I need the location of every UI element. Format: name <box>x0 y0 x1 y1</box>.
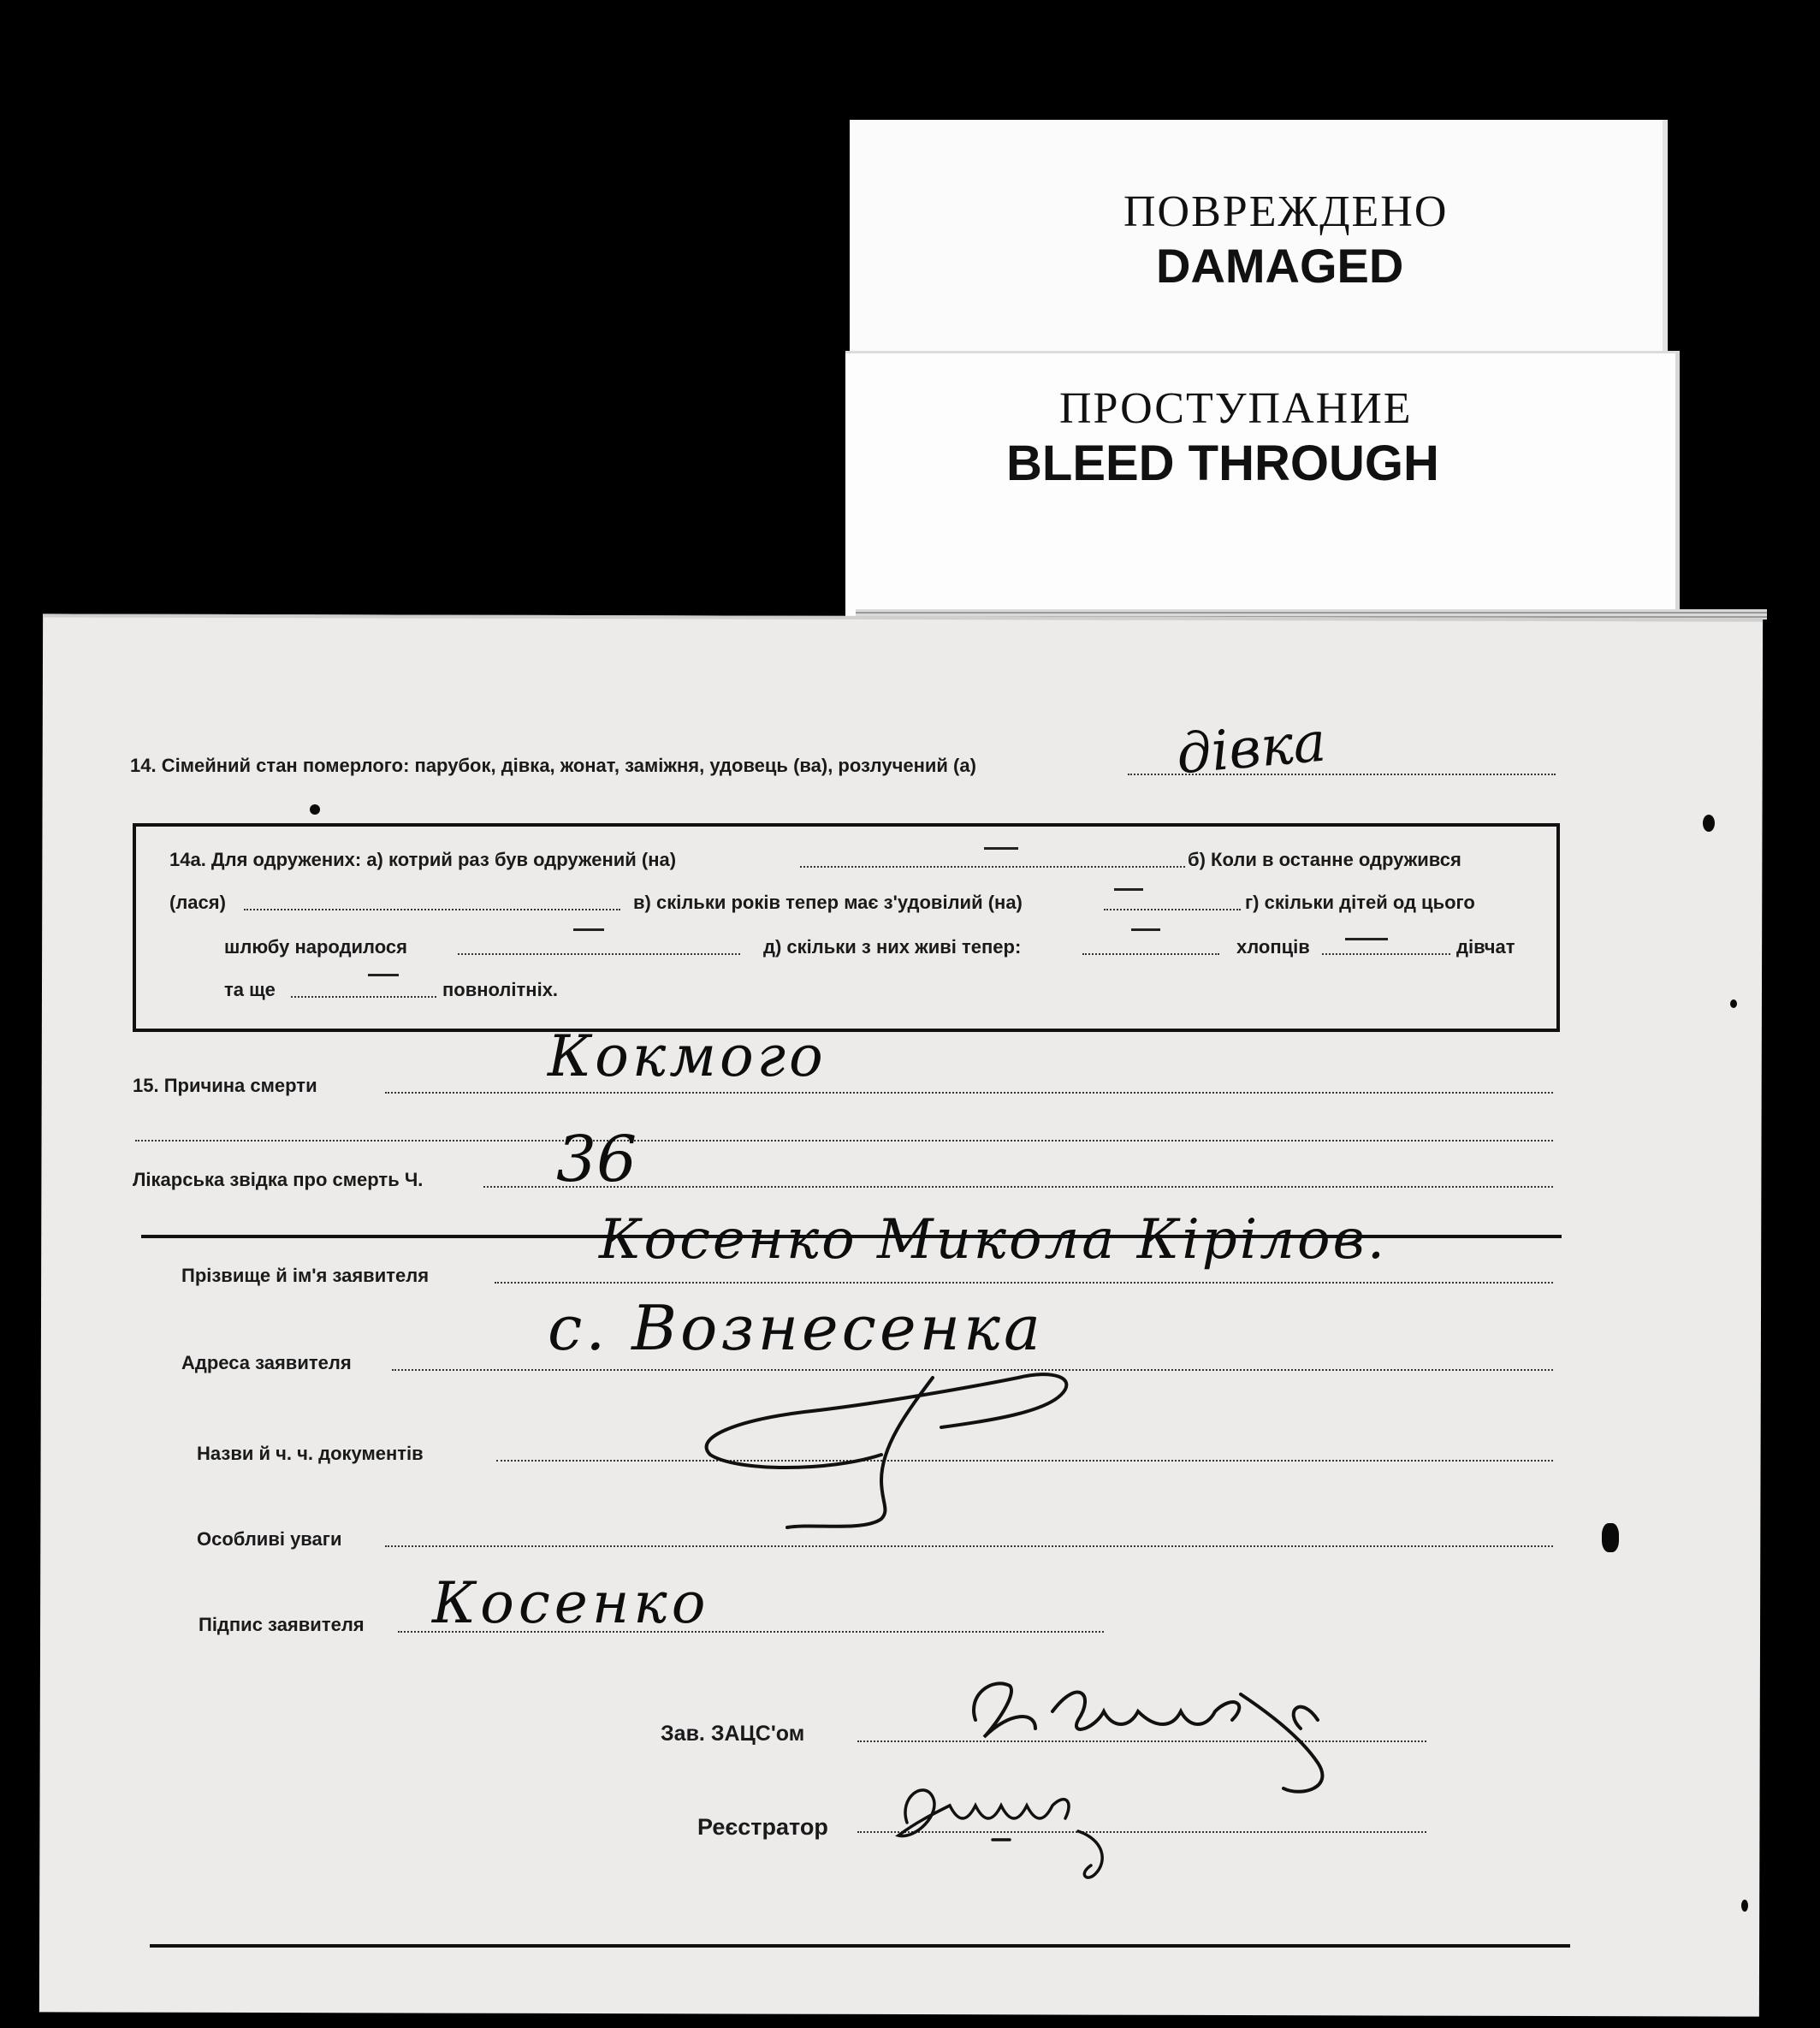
cause-of-death-field <box>385 1092 1553 1094</box>
cause-of-death-field-line2 <box>135 1140 1553 1141</box>
applicant-signature-label: Підпис заявителя <box>199 1614 365 1635</box>
box-line4-b: повнолітніх. <box>442 979 559 1000</box>
damaged-label-en: DAMAGED <box>1156 239 1404 293</box>
box-line2-a: (лася) <box>169 892 226 913</box>
box-dash <box>368 974 399 976</box>
box-line2-b: в) скільки років тепер має з'удовілий (на) <box>633 892 1023 913</box>
bleed-through-label-ru: ПРОСТУПАНИЕ <box>1059 384 1413 433</box>
zags-head-label: Зав. ЗАЦС'ом <box>661 1722 805 1746</box>
box-line3-b: д) скільки з них живі тепер: <box>763 936 1022 958</box>
box-field-girls <box>291 996 436 998</box>
punch-mark <box>1703 815 1715 832</box>
punch-mark <box>1602 1523 1619 1552</box>
box-field-years-widowed <box>1104 909 1241 910</box>
box-line2-c: г) скільки дітей од цього <box>1245 892 1475 913</box>
remarks-field <box>385 1545 1553 1547</box>
bottom-rule <box>150 1944 1570 1948</box>
applicant-signature-value: Косенко <box>432 1570 710 1636</box>
box-dash <box>984 847 1018 850</box>
flourish-signature <box>685 1352 1129 1540</box>
medical-certificate-field <box>483 1186 1553 1188</box>
cause-of-death-value: Кокмого <box>548 1023 827 1089</box>
box-dash <box>1114 888 1143 891</box>
bleed-through-label-card <box>845 351 1680 627</box>
applicant-name-field <box>495 1282 1553 1284</box>
punch-mark <box>310 804 320 815</box>
box-dash <box>1345 938 1388 940</box>
applicant-address-value: с. Вознесенка <box>548 1292 1044 1364</box>
cause-of-death-label: 15. Причина смерти <box>133 1075 317 1096</box>
damaged-label-ru: ПОВРЕЖДЕНО <box>1123 187 1449 236</box>
applicant-name-label: Прізвище й ім'я заявителя <box>181 1265 430 1286</box>
box-line4-a: та ще <box>224 979 276 1000</box>
box-dash <box>573 928 604 931</box>
medical-certificate-value: 36 <box>556 1123 637 1196</box>
bleed-through-label-en: BLEED THROUGH <box>1006 436 1439 491</box>
box-field-children-born <box>458 953 740 955</box>
box-field-living-now <box>1082 953 1219 955</box>
box-line1-b: б) Коли в останне одружився <box>1188 849 1461 870</box>
documents-label: Назви й ч. ч. документів <box>197 1443 424 1464</box>
punch-mark <box>1741 1900 1748 1912</box>
box-line3-d: дівчат <box>1456 936 1515 958</box>
remarks-label: Особливі уваги <box>197 1528 342 1550</box>
box-field-boys <box>1322 953 1450 955</box>
medical-certificate-label: Лікарська звідка про смерть Ч. <box>133 1169 424 1190</box>
applicant-address-label: Адреса заявителя <box>181 1352 352 1373</box>
applicant-name-value: Косенко Микола Кірілов. <box>599 1208 1388 1272</box>
box-field-last-married <box>244 909 620 910</box>
registrar-signature <box>881 1754 1138 1891</box>
box-line3-c: хлопців <box>1236 936 1310 958</box>
marital-status-value: дівка <box>1174 710 1329 787</box>
box-line1-a: 14а. Для одружених: а) котрий раз був одружений (на) <box>169 849 677 870</box>
registrar-label: Реєстратор <box>697 1814 828 1840</box>
damaged-label-card <box>850 120 1668 359</box>
marital-status-label: 14. Сімейний стан померлого: парубок, дівка, жонат, заміжня, удовець (ва), розлучений (а) <box>130 755 976 776</box>
box-dash <box>1131 928 1160 931</box>
box-line3-a: шлюбу народилося <box>224 936 407 958</box>
box-field-times-married <box>800 866 1185 868</box>
punch-mark <box>1730 999 1737 1008</box>
